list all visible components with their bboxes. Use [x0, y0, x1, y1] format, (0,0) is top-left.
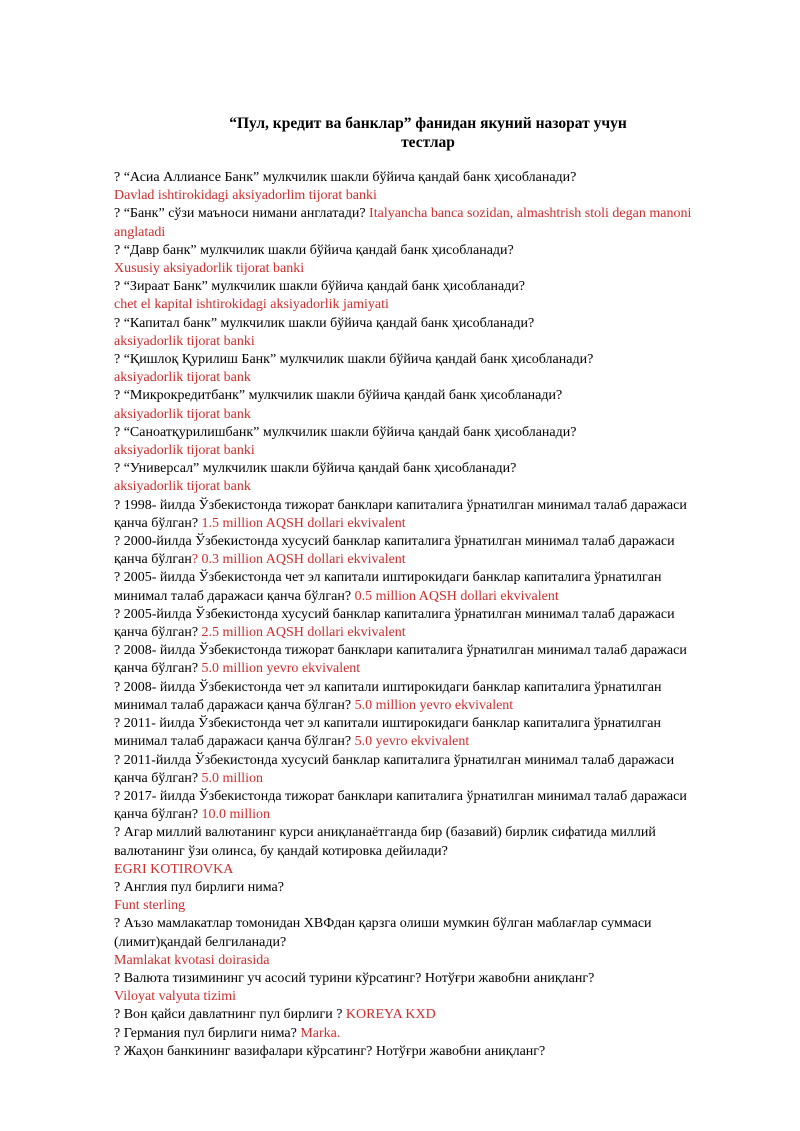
text-line: [114, 1025, 734, 1043]
text-line: [114, 296, 734, 314]
question-text: ? 2008- йилда Ўзбекистонда тижорат банклари капиталига ўрнатилган минимал талаб даражаси: [114, 643, 687, 659]
question-text: ? 1998- йилда Ўзбекистонда тижорат банклари капиталига ўрнатилган минимал талаб даражаси: [114, 497, 687, 513]
text-line: [114, 752, 734, 770]
text-line: [114, 242, 734, 260]
question-text: ? “Капитал банк” мулкчилик шакли бўйича қандай банк ҳисобланади?: [114, 315, 535, 331]
answer-text: 10.0 million: [201, 807, 270, 823]
question-text: минимал талаб даражаси қанча бўлган?: [114, 734, 355, 750]
question-text: қанча бўлган?: [114, 807, 202, 823]
text-line: [114, 879, 734, 897]
question-text: ? Англия пул бирлиги нима?: [114, 879, 284, 895]
question-text: ? Аъзо мамлакатлар томонидан ХВФдан қарзга олиши мумкин бўлган маблағлар суммаси: [114, 916, 652, 932]
answer-text: aksiyadorlik tijorat bank: [114, 406, 251, 422]
question-text: ? 2017- йилда Ўзбекистонда тижорат банклари капиталига ўрнатилган минимал талаб даражаси: [114, 788, 687, 804]
answer-text: 0.5 million AQSH dollari ekvivalent: [354, 588, 559, 604]
text-line: [114, 660, 734, 678]
text-line: [114, 806, 734, 824]
text-line: [114, 915, 734, 933]
answer-text: aksiyadorlik tijorat bank: [114, 370, 251, 386]
text-line: [114, 715, 734, 733]
question-text: ? Агар миллий валютанинг курси аниқланаётганда бир (базавий) бирлик сифатида миллий: [114, 825, 656, 841]
question-text: ? 2011-йилда Ўзбекистонда хусусий банклар капиталига ўрнатилган минимал талаб даражаси: [114, 752, 675, 768]
answer-text: aksiyadorlik tijorat banki: [114, 443, 255, 459]
text-line: [114, 934, 734, 952]
answer-text: Davlad ishtirokidagi aksiyadorlim tijorat banki: [114, 188, 377, 204]
text-line: [114, 333, 734, 351]
text-line: [114, 642, 734, 660]
answer-text: aksiyadorlik tijorat bank: [114, 479, 251, 495]
answer-text: anglatadi: [114, 224, 166, 240]
text-line: [114, 970, 734, 988]
text-line: [114, 551, 734, 569]
text-line: [114, 770, 734, 788]
title-line-1: “Пул, кредит ва банклар” фанидан якуний назорат учун: [229, 115, 627, 132]
answer-text: Mamlakat kvotasi doirasida: [114, 952, 270, 968]
text-line: [114, 187, 734, 205]
answer-text: Viloyat valyuta tizimi: [114, 989, 237, 1005]
text-line: [114, 1006, 734, 1024]
title-line-2: тестлар: [401, 134, 455, 151]
text-line: [114, 351, 734, 369]
answer-text: 5.0 million yevro ekvivalent: [354, 697, 514, 713]
text-line: [114, 442, 734, 460]
question-text: ? Вон қайси давлатнинг пул бирлиги ?: [114, 1007, 346, 1023]
text-line: [114, 679, 734, 697]
document-title: [0, 114, 800, 152]
text-line: [114, 533, 734, 551]
text-line: [114, 315, 734, 333]
text-line: [114, 952, 734, 970]
text-line: [114, 606, 734, 624]
question-text: ? “Микрокредитбанк” мулкчилик шакли бўйича қандай банк ҳисобланади?: [114, 388, 563, 404]
text-line: [114, 224, 734, 242]
text-line: [114, 843, 734, 861]
question-text: ? “Давр банк” мулкчилик шакли бўйича қандай банк ҳисобланади?: [114, 242, 514, 258]
question-text: ? 2011- йилда Ўзбекистонда чет эл капитали иштирокидаги банклар капиталига ўрнатилган: [114, 716, 661, 732]
question-text: ? Жаҳон банкининг вазифалари кўрсатинг? Нотўғри жавобни аниқланг?: [114, 1043, 546, 1059]
text-line: [114, 861, 734, 879]
question-text: ? 2008- йилда Ўзбекистонда чет эл капитали иштирокидаги банклар капиталига ўрнатилган: [114, 679, 662, 695]
text-line: [114, 369, 734, 387]
text-line: [114, 260, 734, 278]
text-line: [114, 733, 734, 751]
answer-text: aksiyadorlik tijorat banki: [114, 333, 255, 349]
answer-text: 5.0 million: [201, 770, 263, 786]
question-text: валютанинг ўзи олинса, бу қандай котировка дейилади?: [114, 843, 448, 859]
question-text: қанча бўлган: [114, 552, 192, 568]
answer-text: Marka.: [300, 1025, 341, 1041]
text-line: [114, 406, 734, 424]
question-text: ? “Универсал” мулкчилик шакли бўйича қандай банк ҳисобланади?: [114, 461, 517, 477]
text-line: [114, 569, 734, 587]
question-text: ? “Қишлоқ Қурилиш Банк” мулкчилик шакли бўйича қандай банк ҳисобланади?: [114, 352, 594, 368]
answer-text: 1.5 million AQSH dollari ekvivalent: [201, 515, 406, 531]
question-text: ? “Банк” сўзи маъноси нимани англатади?: [114, 206, 370, 222]
question-text: ? “Асиа Аллиансе Банк” мулкчилик шакли бўйича қандай банк ҳисобланади?: [114, 170, 577, 185]
text-line: [114, 278, 734, 296]
question-text: ? 2000-йилда Ўзбекистонда хусусий банклар капиталига ўрнатилган минимал талаб даражаси: [114, 534, 675, 550]
text-line: [114, 205, 734, 223]
text-line: [114, 478, 734, 496]
question-text: ? Германия пул бирлиги нима?: [114, 1025, 301, 1041]
question-text: ? “Зираат Банк” мулкчилик шакли бўйича қандай банк ҳисобланади?: [114, 279, 525, 295]
question-text: минимал талаб даражаси қанча бўлган?: [114, 697, 355, 713]
question-text: қанча бўлган?: [114, 661, 202, 677]
text-line: [114, 497, 734, 515]
text-line: [114, 824, 734, 842]
answer-text: chet el kapital ishtirokidagi aksiyadorlik jamiyati: [114, 297, 389, 313]
question-text: ? 2005- йилда Ўзбекистонда чет эл капитали иштирокидаги банклар капиталига ўрнатилган: [114, 570, 662, 586]
question-text: ? Валюта тизимининг уч асосий турини кўрсатинг? Нотўғри жавобни аниқланг?: [114, 970, 595, 986]
text-line: [114, 515, 734, 533]
text-line: [114, 588, 734, 606]
question-text: қанча бўлган?: [114, 515, 202, 531]
question-text: ? 2005-йилда Ўзбекистонда хусусий банклар капиталига ўрнатилган минимал талаб даражаси: [114, 606, 675, 622]
question-text: минимал талаб даражаси қанча бўлган?: [114, 588, 355, 604]
answer-text: Funt sterling: [114, 898, 186, 914]
text-line: [114, 788, 734, 806]
answer-text: 5.0 yevro ekvivalent: [354, 734, 470, 750]
answer-text: ? 0.3 million AQSH dollari ekvivalent: [191, 552, 406, 568]
question-text: қанча бўлган?: [114, 625, 202, 641]
text-line: [114, 424, 734, 442]
answer-text: KOREYA KXD: [345, 1007, 436, 1023]
text-line: [114, 169, 734, 187]
answer-text: EGRI KOTIROVKA: [114, 861, 234, 877]
answer-text: Xususiy aksiyadorlik tijorat banki: [114, 261, 305, 277]
question-text: ? “Саноатқурилишбанк” мулкчилик шакли бўйича қандай банк ҳисобланади?: [114, 424, 577, 440]
question-text: (лимит)қандай белгиланади?: [114, 934, 287, 950]
answer-text: 2.5 million AQSH dollari ekvivalent: [201, 625, 406, 641]
text-line: [114, 387, 734, 405]
text-line: [114, 460, 734, 478]
text-line: [114, 697, 734, 715]
text-line: [114, 988, 734, 1006]
question-list: [114, 169, 734, 1061]
text-line: [114, 624, 734, 642]
text-line: [114, 1043, 734, 1061]
answer-text: 5.0 million yevro ekvivalent: [201, 661, 361, 677]
answer-text: Italyancha banca sozidan, almashtrish stoli degan manoni: [369, 206, 692, 222]
text-line: [114, 897, 734, 915]
question-text: қанча бўлган?: [114, 770, 202, 786]
